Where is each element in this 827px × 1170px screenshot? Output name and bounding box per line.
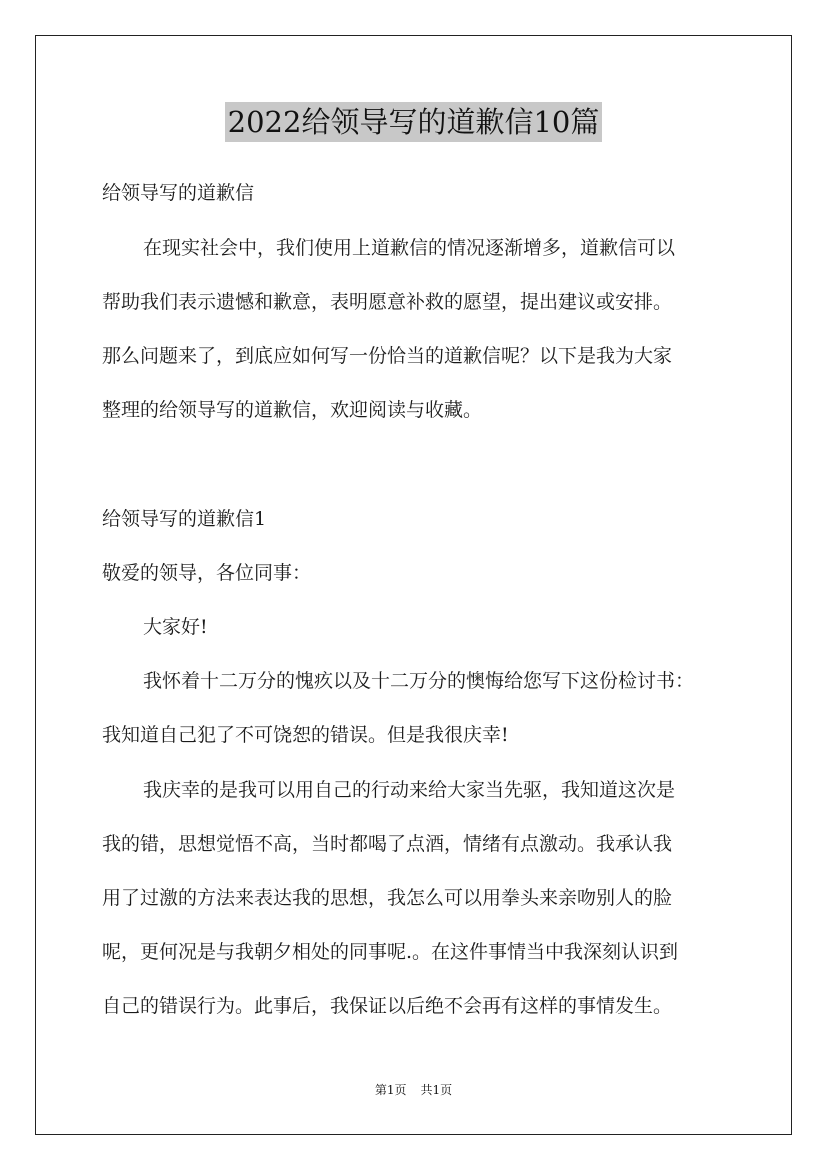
salutation: 敬爱的领导，各位同事： bbox=[102, 562, 312, 584]
intro-line-1: 在现实社会中，我们使用上道歉信的情况逐渐增多，道歉信可以 bbox=[143, 237, 676, 259]
intro-heading: 给领导写的道歉信 bbox=[102, 182, 255, 204]
intro-line-2: 帮助我们表示遗憾和歉意，表明愿意补救的愿望，提出建议或安排。 bbox=[102, 291, 673, 313]
para1-line-1: 我怀着十二万分的愧疚以及十二万分的懊悔给您写下这份检讨书： bbox=[143, 670, 695, 692]
para2-line-3: 用了过激的方法来表达我的思想，我怎么可以用拳头来亲吻别人的脸 bbox=[102, 887, 673, 909]
para1-line-2: 我知道自己犯了不可饶恕的错误。但是我很庆幸! bbox=[102, 724, 509, 746]
title-container bbox=[0, 102, 827, 142]
document-title: 2022给领导写的道歉信10篇 bbox=[225, 102, 603, 142]
para2-line-5: 自己的错误行为。此事后，我保证以后绝不会再有这样的事情发生。 bbox=[102, 995, 673, 1017]
greeting: 大家好! bbox=[143, 616, 208, 638]
intro-line-4: 整理的给领导写的道歉信，欢迎阅读与收藏。 bbox=[102, 399, 483, 421]
intro-line-3: 那么问题来了，到底应如何写一份恰当的道歉信呢？以下是我为大家 bbox=[102, 345, 673, 367]
page-footer bbox=[0, 1082, 827, 1098]
letter-heading: 给领导写的道歉信1 bbox=[102, 508, 267, 530]
para2-line-1: 我庆幸的是我可以用自己的行动来给大家当先驱，我知道这次是 bbox=[143, 779, 676, 801]
page-total: 共1页 bbox=[420, 1083, 453, 1097]
para2-line-4: 呢，更何况是与我朝夕相处的同事呢.。在这件事情当中我深刻认识到 bbox=[102, 941, 679, 963]
page-number: 第1页 bbox=[374, 1083, 407, 1097]
para2-line-2: 我的错，思想觉悟不高，当时都喝了点酒，情绪有点激动。我承认我 bbox=[102, 833, 673, 855]
